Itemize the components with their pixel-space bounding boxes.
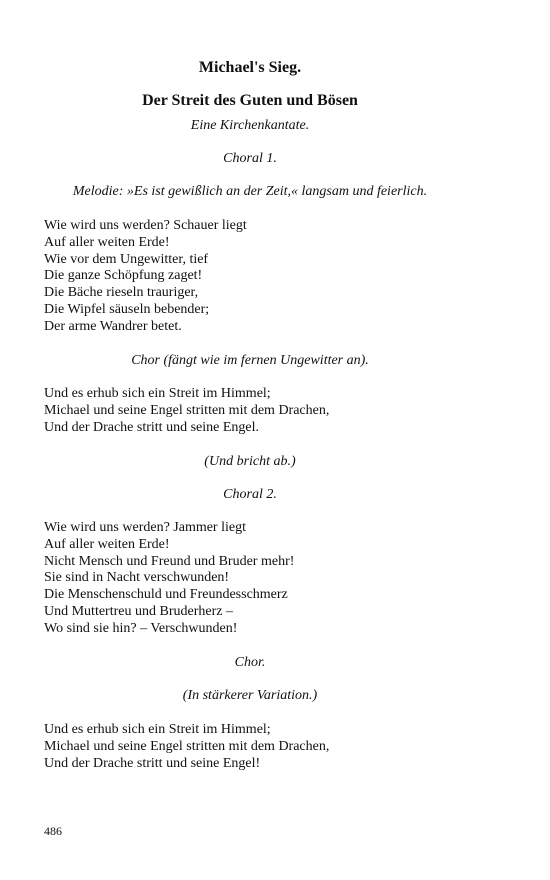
verse-line: Und der Drache stritt und seine Engel! (44, 755, 261, 771)
verse-line: Und es erhub sich ein Streit im Himmel; (44, 722, 271, 737)
verse-line: Auf aller weiten Erde! (44, 536, 170, 552)
verse-line: Wo sind sie hin? – Verschwunden! (44, 620, 238, 636)
verse-line: Wie wird uns werden? Jammer liegt (44, 520, 246, 535)
page-number: 486 (44, 824, 62, 838)
chorus-1 (44, 386, 329, 436)
verse-line: Und Muttertreu und Bruderherz – (44, 603, 233, 619)
chor-2-direction: (In stärkerer Variation.) (182, 688, 318, 703)
choral-2-heading: Choral 2. (223, 487, 277, 502)
chor-2-heading: Chor. (234, 655, 266, 670)
poem-subtitle: Der Streit des Guten und Bösen (142, 92, 358, 109)
verse-line: Die Bäche rieseln trauriger, (44, 285, 199, 301)
genre-line: Eine Kirchenkantate. (190, 118, 310, 133)
melody-direction: Melodie: »Es ist gewißlich an der Zeit,« langsam und feierlich. (72, 184, 428, 199)
verse-1 (44, 218, 247, 336)
verse-line: Wie wird uns werden? Schauer liegt (44, 218, 247, 233)
verse-line: Und es erhub sich ein Streit im Himmel; (44, 386, 271, 401)
poem-title: Michael's Sieg. (198, 59, 302, 76)
verse-line: Michael und seine Engel stritten mit dem Drachen, (44, 402, 330, 418)
verse-line: Michael und seine Engel stritten mit dem Drachen, (44, 738, 330, 754)
verse-2 (44, 520, 294, 638)
verse-line: Nicht Mensch und Freund und Bruder mehr! (44, 553, 295, 569)
verse-line: Die Wipfel säuseln bebender; (44, 301, 210, 317)
break-direction: (Und bricht ab.) (204, 454, 296, 469)
chorus-2 (44, 722, 329, 772)
verse-line: Auf aller weiten Erde! (44, 234, 170, 250)
choral-1-heading: Choral 1. (223, 151, 277, 166)
verse-line: Die Menschenschuld und Freundesschmerz (44, 587, 288, 603)
verse-line: Sie sind in Nacht verschwunden! (44, 570, 230, 586)
chor-1-direction: Chor (fängt wie im fernen Ungewitter an). (131, 353, 369, 368)
verse-line: Und der Drache stritt und seine Engel. (44, 419, 259, 435)
verse-line: Der arme Wandrer betet. (44, 318, 182, 334)
verse-line: Die ganze Schöpfung zaget! (44, 268, 203, 284)
verse-line: Wie vor dem Ungewitter, tief (44, 251, 209, 267)
